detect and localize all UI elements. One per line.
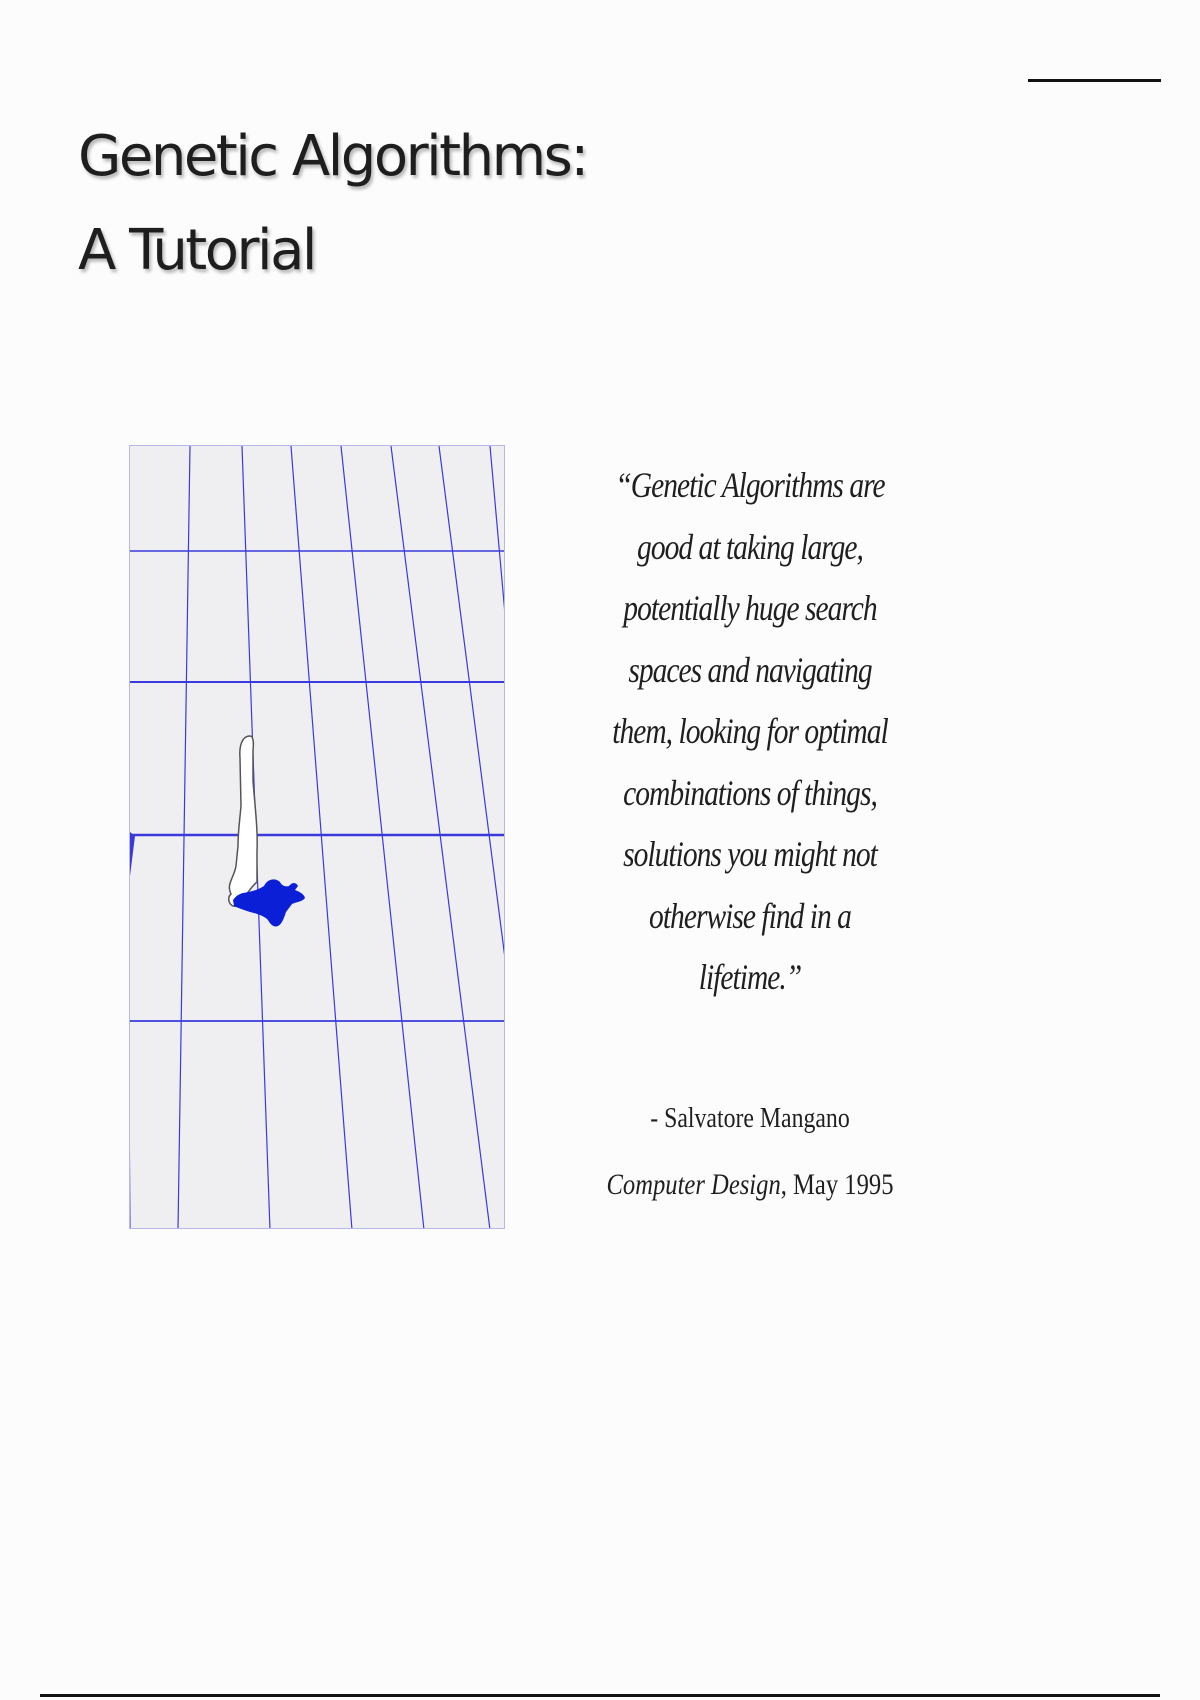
quote-line: them, looking for optimal [612, 711, 888, 751]
grid-line-vertical [490, 446, 505, 1229]
quote-author: - Salvatore Mangano [650, 1102, 850, 1134]
quote-line: spaces and navigating [628, 649, 872, 690]
title-line-2: A Tutorial [78, 218, 315, 283]
slide-title [78, 110, 587, 298]
grid-edge-mark [130, 832, 135, 876]
bottom-rule [40, 1694, 1160, 1697]
title-line-1: Genetic Algorithms: [78, 124, 587, 189]
grid-line-vertical [391, 446, 490, 1229]
quote-line: otherwise find in a [649, 895, 851, 936]
walker-icon [229, 736, 305, 927]
grid-line-vertical [291, 446, 352, 1229]
quote-source [594, 1165, 906, 1205]
quote-line: lifetime.” [698, 957, 802, 997]
quote-text [611, 455, 890, 1009]
perspective-grid-illustration [130, 446, 505, 1229]
grid-line-vertical [341, 446, 424, 1229]
source-date: , May 1995 [780, 1168, 894, 1201]
quote-block [580, 455, 920, 1009]
quote-line: solutions you might not [623, 834, 877, 874]
grid-line-vertical [178, 446, 190, 1229]
source-publication: Computer Design [606, 1168, 781, 1201]
quote-line: “Genetic Algorithms are [615, 465, 885, 505]
grid-line-vertical [439, 446, 505, 1229]
quote-line: good at taking large, [637, 526, 863, 567]
quote-line: combinations of things, [623, 772, 877, 813]
top-rule [1028, 79, 1161, 82]
quote-line: potentially huge search [623, 588, 877, 628]
walking-figure-image [129, 445, 505, 1229]
